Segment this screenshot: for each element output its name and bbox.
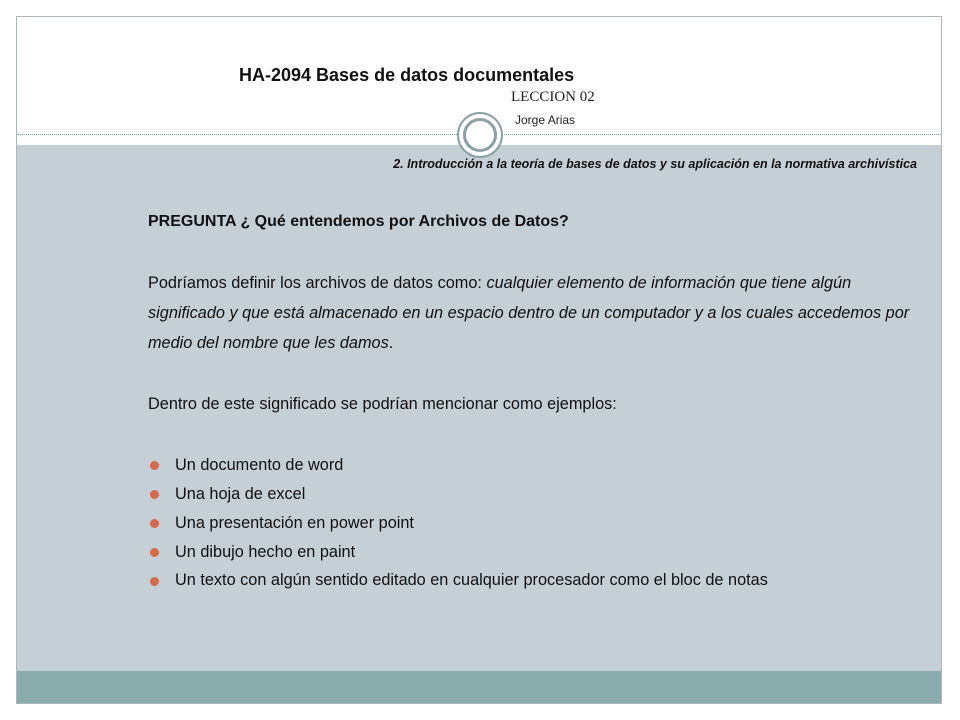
list-item-text: Una hoja de excel (175, 485, 306, 503)
list-item-text: Un documento de word (175, 456, 344, 474)
definition-lead: Podríamos definir los archivos de datos como: (148, 274, 487, 292)
bullet-dot-icon (150, 577, 159, 586)
question-heading: PREGUNTA ¿ Qué entendemos por Archivos de Datos? (148, 213, 569, 230)
bullet-dot-icon (150, 548, 159, 557)
bullet-dot-icon (150, 490, 159, 499)
definition-paragraph (148, 268, 928, 358)
decorative-circle-icon (457, 112, 503, 158)
list-item (148, 511, 926, 535)
definition-end: . (388, 334, 394, 352)
lesson-subtitle: 2. Introducción a la teoría de bases de datos y su aplicación en la normativa archivística (393, 157, 917, 171)
footer-band (17, 671, 941, 703)
examples-list (148, 453, 926, 597)
list-item (148, 482, 926, 506)
course-title: HA-2094 Bases de datos documentales (239, 65, 575, 85)
list-item (148, 569, 926, 592)
definition-italic: cualquier elemento de información que tiene algún significado y que está almacenado en un espacio dentro de un computador y a los cuales accedemos por medio del nombre que les damos (148, 274, 910, 352)
list-item (148, 453, 926, 477)
list-item (148, 540, 926, 564)
bullet-dot-icon (150, 461, 159, 470)
list-item-text: Un dibujo hecho en paint (175, 543, 356, 561)
examples-intro: Dentro de este significado se podrían mencionar como ejemplos: (148, 395, 617, 413)
list-item-text: Un texto con algún sentido editado en cualquier procesador como el bloc de notas (175, 571, 768, 589)
inner-ring (463, 118, 497, 152)
lesson-label: LECCION 02 (511, 89, 595, 105)
author-name: Jorge Arias (515, 113, 576, 127)
list-item-text: Una presentación en power point (175, 514, 414, 532)
bullet-dot-icon (150, 519, 159, 528)
slide (16, 16, 942, 704)
